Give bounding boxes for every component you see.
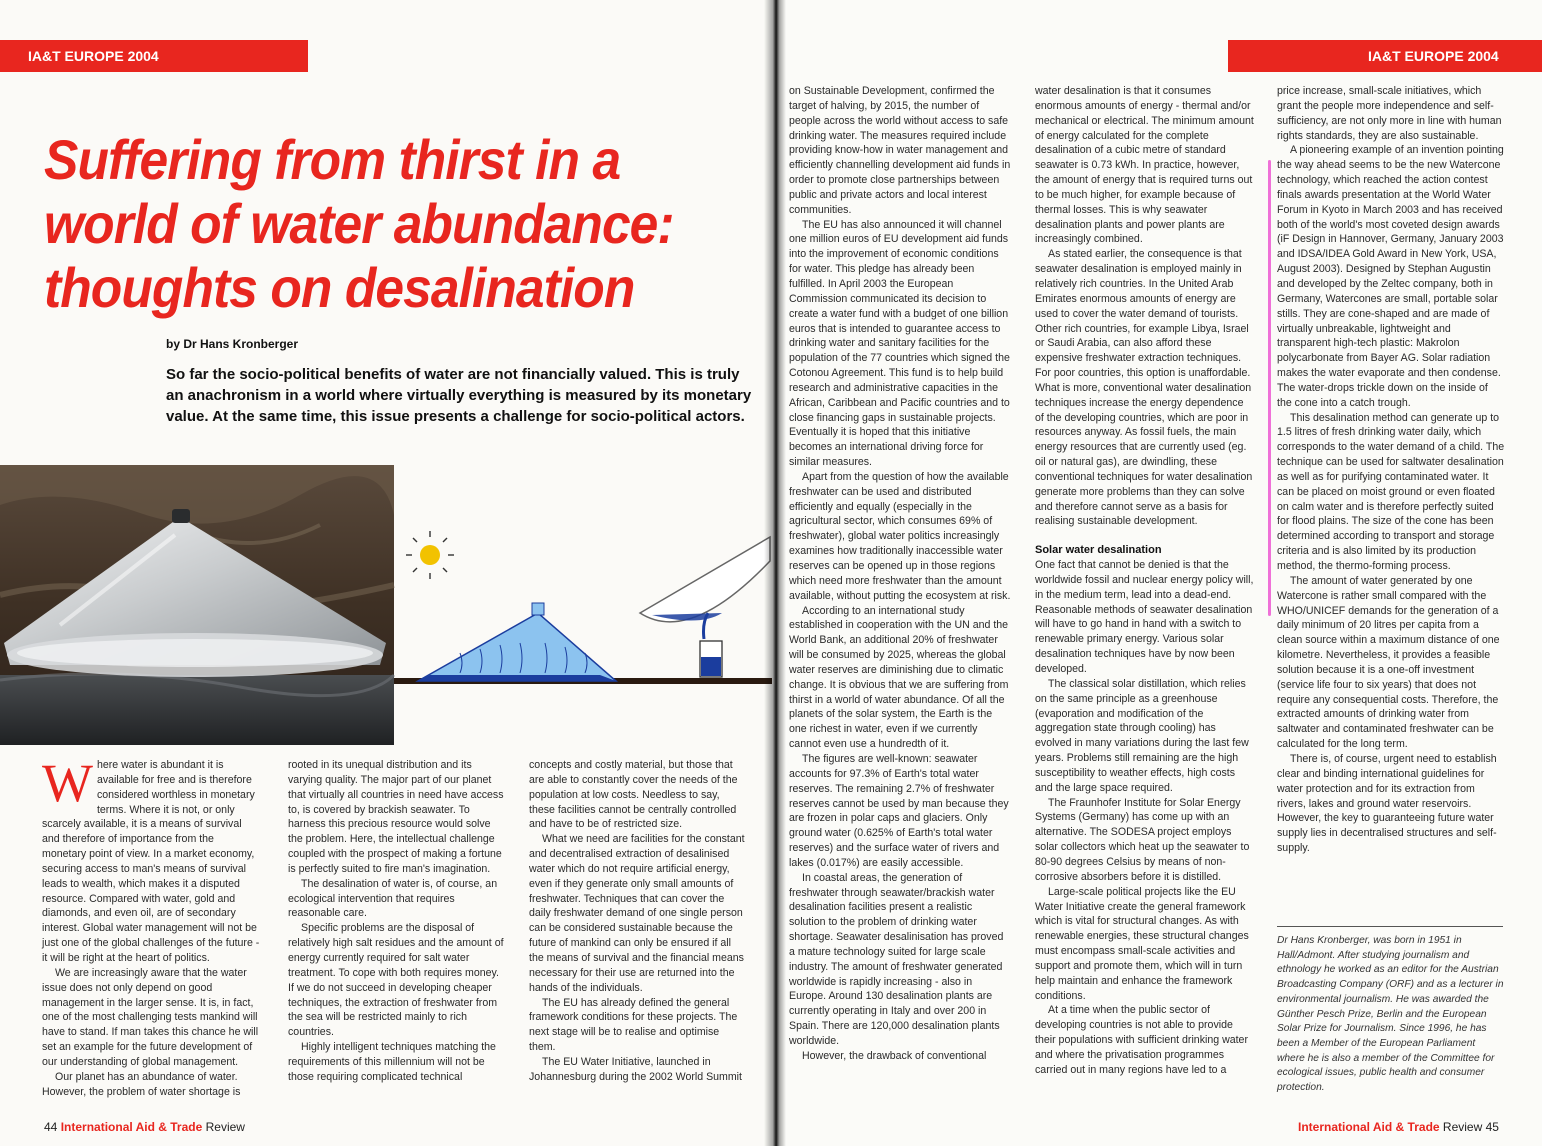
right-footer — [1298, 1120, 1499, 1134]
paragraph: According to an international study established in cooperation with the UN and the World Bank, an additional 20% of freshwater will be consumed by 2025, whereas the global water reserves are diminishing due to climatic change. It is obvious that we are suffering from thirst in a world of water abundance. Of all the planets of the solar system, the Earth is the one richest in water, even if we currently cannot even use a hundredth of it. — [789, 604, 1009, 751]
paragraph: One fact that cannot be denied is that the worldwide fossil and nuclear energy policy will, in the medium term, lead into a dead-end. Reasonable methods of seawater desalination will have to go hand in hand with a switch to renewable primary energy. Various solar desalination techniques have by now been developed. — [1035, 559, 1254, 676]
paragraph: This desalination method can generate up to 1.5 litres of fresh drinking water daily, which corresponds to the water demand of a child. The technique can be used for saltwater desalination as well as for purifying contaminated water. It can be placed on moist ground or even floated on calm water and is therefore perfectly suited for flood plains. The size of the cone has been determined according to transport and storage criteria and is also limited by its production method, the thermo-forming process. — [1277, 411, 1505, 572]
paragraph: A pioneering example of an invention pointing the way ahead seems to be the new Watercone technology, which reached the action contest finals awards presentation at the World Water Forum in Kyoto in March 2003 and has received both of the world's most coveted design awards (iF Design in Hannover, Germany, January 2003 and IDSA/IDEA Gold Award in New York, USA, August 2003). Designed by Stephan Augustin and developed by the Zeltec company, both in Germany, Watercones are small, portable solar stills. They are cone-shaped and are made of virtually unbreakable, lightweight and transparent high-tech plastic: Makrolon polycarbonate from Bayer AG. Solar radiation makes the water evaporate and then condense. The water-drops trickle down on the inside of the cone into a catch trough. — [1277, 144, 1504, 409]
paragraph: As stated earlier, the consequence is that seawater desalination is employed mainly in relatively rich countries. In the United Arab Emirates enormous amounts of energy are used to cover the water demand of tourists. Other rich countries, for example Libya, Israel or Saudi Arabia, can also afford these expensive freshwater extraction techniques. For poor countries, this option is unaffordable. What is more, conventional water desalination techniques increase the energy dependence of the developing countries, which are poor in resources anyway. As fossil fuels, the main energy resources that are currently used (eg. oil or natural gas), are dwindling, these conventional techniques for water desalination generate more problems than they can solve and therefore cannot serve as a basis for realising sustainable development. — [1035, 248, 1253, 528]
paragraph: Apart from the question of how the available freshwater can be used and distributed efficiently and equally (especially in the agricultural sector, which consumes 69% of freshwater), global water politics increasingly examines how traditionally inaccessible water reserves can be opened up in those regions which need more freshwater than the amount available, without putting the ecosystem at risk. — [789, 470, 1011, 602]
paragraph: The classical solar distillation, which relies on the same principle as a greenhouse (evaporation and modification of the aggregation state through cooling) has evolved in many variations during the last few years. Problems still remaining are the high susceptibility to weather effects, high costs and the large space required. — [1035, 677, 1249, 794]
article-byline: by Dr Hans Kronberger — [166, 337, 299, 351]
left-footer — [44, 1120, 245, 1134]
highlight-mark — [1268, 160, 1271, 616]
body-column-6 — [1277, 84, 1505, 856]
paragraph: We are increasingly aware that the water issue does not only depend on good management in the larger sense. It is, in fact, one of the most challenging tests mankind will have to stand. If man takes this chance he will set an example for the future development of our understanding of global management. — [42, 966, 259, 1068]
paragraph: Large-scale political projects like the EU Water Initiative create the general framework which is vital for structural changes. As with renewable energies, these structural changes must encompass small-scale activities and support and promote them, which will in turn help maintain and enhance the framework conditions. — [1035, 885, 1249, 1002]
paragraph: In coastal areas, the generation of freshwater through seawater/brackish water desalination facilities present a realistic solution to the problem of drinking water shortage. Seawater desalinisation has proved a mature technology suited for large scale industry. The amount of freshwater generated worldwide is rapidly increasing - also in Europe. Around 130 desalination plants are currently operating in Italy and over 200 in Spain. There are 120,000 desalination plants worldwide. — [789, 871, 1004, 1047]
drop-cap: W — [42, 753, 93, 813]
body-column-5 — [1035, 84, 1255, 1078]
paragraph: here water is abundant it is available for free and is therefore considered worthless in monetary terms. Where it is not, or only scarcely available, it is a means of survival and therefore of importance from the monetary point of view. In a market economy, securing access to man's means of survival leads to wealth, which makes it a disputed resource. Compared with water, gold and diamonds, and even oil, are of secondary interest. Global water management will not be just one of the global challenges of the future - it will be right at the heart of politics. — [42, 759, 260, 964]
paragraph: At a time when the public sector of developing countries is not able to provide their populations with sufficient drinking water and where the privatisation programmes carried out in many regions have led to a — [1035, 1004, 1248, 1076]
body-column-3 — [529, 758, 747, 1085]
publication-suffix: Review — [205, 1120, 245, 1134]
page-number: 44 — [44, 1120, 58, 1134]
section-banner: IA&T EUROPE 2004 — [0, 40, 308, 72]
author-bio: Dr Hans Kronberger, was born in 1951 in Hall/Admont. After studying journalism and ethnology he worked as an editor for the Austrian Broadcasting Company (ORF) and as a lecturer in environmental journalism. He was awarded the Günther Pesch Prize, Berlin and the European Solar Prize for Journalism. Since 1996, he has been a Member of the European Parliament where he is also a member of the Committee for ecological issues, public health and consumer protection. — [1277, 935, 1504, 1094]
right-page — [772, 0, 1542, 1146]
body-column-2 — [288, 758, 506, 1085]
spine-shadow — [764, 0, 786, 1146]
paragraph: on Sustainable Development, confirmed the target of halving, by 2015, the number of people across the world without access to safe drinking water. The measures required include providing know-how in water management and efficiently channelling development aid funds in order to promote close partnerships between public and private actors and local interest communities. — [789, 85, 1011, 216]
article-title: Suffering from thirst in a world of water abundance: thoughts on desalination — [44, 128, 674, 319]
paragraph: However, the drawback of conventional — [802, 1049, 987, 1062]
paragraph: The amount of water generated by one Watercone is rather small compared with the WHO/UNICEF demands for the generation of a daily minimum of 20 litres per capita from a clean source within a maximum distance of one kilometre. Nevertheless, it provides a feasible solution because it is a one-off investment (service life four to six years) that does not require any consequential costs. Therefore, the extracted amounts of drinking water from saltwater and contaminated freshwater can be calculated for the long term. — [1277, 574, 1500, 751]
article-lead: So far the socio-political benefits of water are not financially valued. This is truly an anachronism in a world where virtually everything is measured by its monetary value. At the same time, this issue presents a challenge for socio-political actors. — [166, 366, 752, 425]
paragraph: concepts and costly material, but those that are able to constantly cover the needs of the population at low costs. Needless to say, these facilities cannot be centrally controlled and have to be of restricted size. — [529, 759, 738, 831]
paragraph: What we need are facilities for the constant and decentralised extraction of desalinised water which do not require artificial energy, even if they generate only small amounts of freshwater. Techniques that can cover the daily freshwater demand of one single person can be considered sustainable because the future of mankind can only be ensured if all the means of survival and the financial means necessary for their use are returned into the hands of the individuals. — [529, 833, 745, 994]
bio-divider — [1277, 926, 1503, 927]
paragraph: Our planet has an abundance of water. However, the problem of water shortage is — [42, 1070, 241, 1098]
watercone-illustration — [0, 465, 772, 745]
paragraph: price increase, small-scale initiatives, which grant the people more independence and self-sufficiency, are not only more in line with human rights standards, they are also sustainable. — [1277, 85, 1502, 142]
section-heading: Solar water desalination — [1035, 544, 1162, 557]
paragraph: The Fraunhofer Institute for Solar Energy Systems (Germany) has come up with an alternative. The SODESA project employs solar collectors which heat up the seawater to 80-90 degrees Celsius by means of non-corrosive absorbers before it is distilled. — [1035, 796, 1250, 883]
paragraph: The desalination of water is, of course, an ecological intervention that requires reasonable care. — [288, 877, 498, 920]
page-number: 45 — [1485, 1120, 1499, 1134]
publication-suffix: Review — [1442, 1120, 1483, 1134]
paragraph: Specific problems are the disposal of relatively high salt residues and the amount of energy currently required for salt water treatment. To cope with both requires money. If we do not succeed in developing cheaper techniques, the extraction of freshwater from the sea will be restricted mainly to rich countries. — [288, 922, 504, 1039]
body-column-1 — [42, 753, 260, 1099]
paragraph: water desalination is that it consumes enormous amounts of energy - thermal and/or mechanical or electrical. The minimum amount of energy calculated for the complete desalination of a cubic metre of standard seawater is 0.73 kWh. In practice, however, the amount of energy that is required turns out to be much higher, for example because of thermal losses. This is why seawater desalination plants and power plants are increasingly combined. — [1035, 85, 1254, 246]
paragraph: The EU has also announced it will channel one million euros of EU development aid funds into the improvement of economic conditions for water. This pledge has already been fulfilled. In April 2003 the European Commission communicated its decision to create a water fund with a budget of one billion euros that is intended to guarantee access to drinking water and sanitary facilities for the population of the 77 countries which signed the Cotonou Agreement. This fund is to help build research and administrative capacities in the African, Caribbean and Pacific countries and to close financing gaps in sustainable projects. Eventually it is hoped that this initiative becomes an international driving force for similar measures. — [789, 218, 1010, 469]
paragraph: The EU has already defined the general framework conditions for these projects. The next stage will be to realise and optimise them. — [529, 996, 738, 1054]
section-banner: IA&T EUROPE 2004 — [1228, 40, 1542, 72]
publication-name: International Aid & Trade — [1298, 1120, 1440, 1134]
paragraph: The figures are well-known: seawater accounts for 97.3% of Earth's total water reserves. The remaining 2.7% of freshwater reserves cannot be used by man because they are frozen in polar caps and glaciers. Only ground water (0.625% of Earth's total water reserves) and the surface water of rivers and lakes (0.017%) are easily accessible. — [789, 752, 1009, 869]
paragraph: The EU Water Initiative, launched in Johannesburg during the 2002 World Summit — [529, 1055, 742, 1083]
paragraph: There is, of course, urgent need to establish clear and binding international guidelines for water protection and for its extraction from rivers, lakes and ground water reservoirs. However, the key to guaranteeing future water supply lies in decentralised structures and self-supply. — [1277, 752, 1497, 855]
paragraph: rooted in its unequal distribution and its varying quality. The major part of our planet that virtually all countries in need have access to, is covered by brackish seawater. To harness this precious resource would solve the problem. Here, the intellectual challenge coupled with the prospect of making a fortune is perfectly suited to fire man's imagination. — [288, 759, 504, 875]
publication-name: International Aid & Trade — [60, 1120, 203, 1134]
body-column-4 — [789, 84, 1011, 1064]
paragraph: Highly intelligent techniques matching the requirements of this millennium will not be those requiring complicated technical — [288, 1041, 496, 1083]
